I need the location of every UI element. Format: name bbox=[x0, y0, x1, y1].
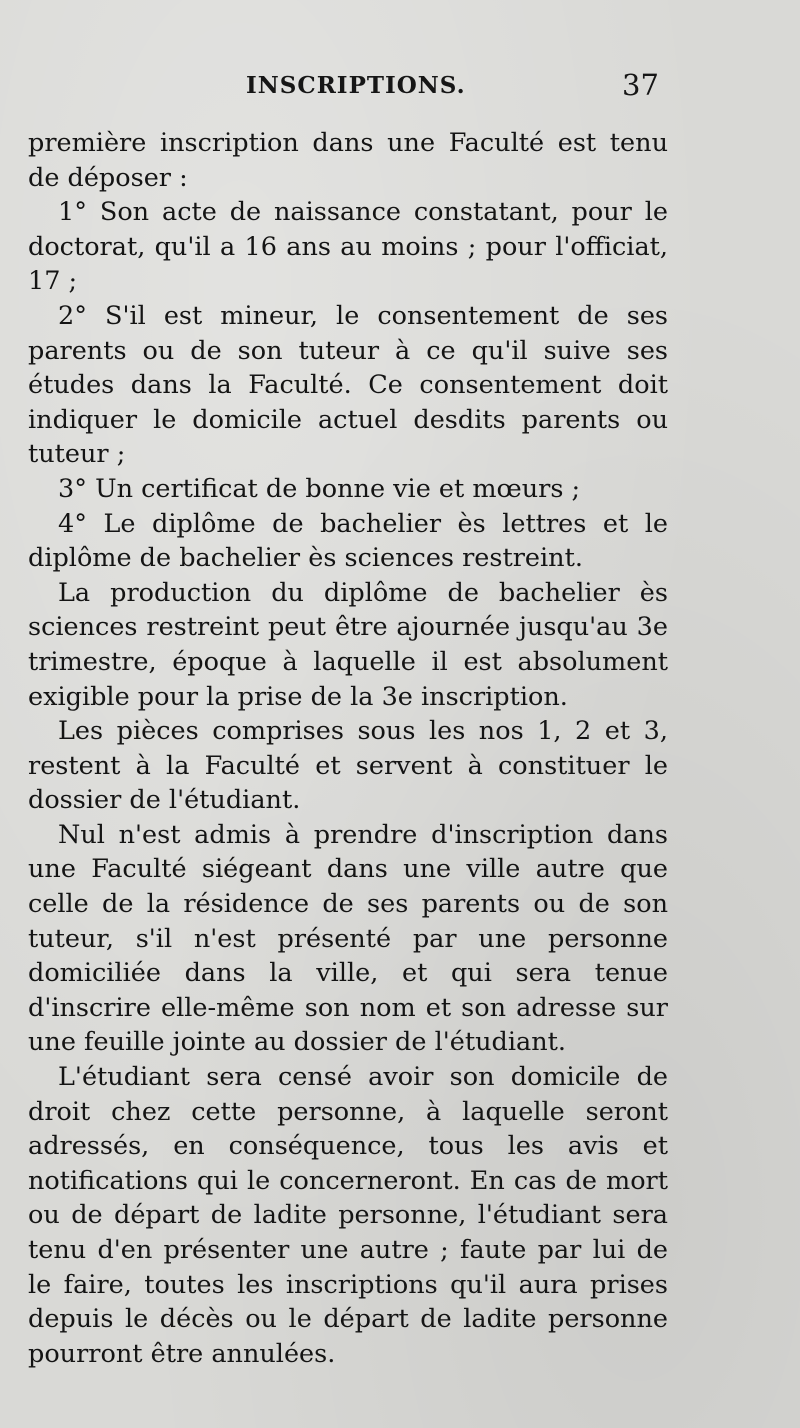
paragraph: 2° S'il est mineur, le consentement de ses parents ou de son tuteur à ce qu'il suive ses études dans la Faculté. Ce consentement doit indiquer le domicile actuel desdits parents ou tuteur ; bbox=[28, 300, 668, 470]
paragraph: Nul n'est admis à prendre d'inscription dans une Faculté siégeant dans une ville autre que celle de la résidence de ses parents ou de son tuteur, s'il n'est présenté par une personne domiciliée dans la ville, et qui sera tenue d'inscrire elle-même son nom et son adresse sur une feuille jointe au dossier de l'étudiant. bbox=[28, 819, 668, 1058]
running-head: INSCRIPTIONS. bbox=[246, 72, 466, 99]
paragraph: Les pièces comprises sous les nos 1, 2 et 3, restent à la Faculté et servent à constituer le dossier de l'étudiant. bbox=[28, 716, 668, 816]
paragraph: L'étudiant sera censé avoir son domicile de droit chez cette personne, à laquelle seront adressés, en conséquence, tous les avis et notifications qui le concerneront. En cas de mort ou de départ de ladite personne, l'étudiant sera tenu d'en présenter une autre ; faute par lui de le faire, toutes les inscriptions qu'il aura prises depuis le décès ou le départ de ladite personne pourront être annulées. bbox=[28, 1062, 668, 1369]
paragraph: 3° Un certificat de bonne vie et mœurs ; bbox=[58, 473, 581, 504]
paragraph: La production du diplôme de bachelier ès sciences restreint peut être ajournée jusqu'au 3e trimestre, époque à laquelle il est absolument exigible pour la prise de la 3e inscription. bbox=[28, 577, 668, 712]
paragraph: 4° Le diplôme de bachelier ès lettres et le diplôme de bachelier ès sciences restreint. bbox=[28, 508, 668, 574]
body-text bbox=[28, 126, 668, 1371]
paragraph: 1° Son acte de naissance constatant, pour le doctorat, qu'il a 16 ans au moins ; pour l'officiat, 17 ; bbox=[28, 197, 668, 297]
page-header bbox=[0, 60, 800, 110]
page-number: 37 bbox=[622, 68, 659, 102]
paragraph: première inscription dans une Faculté est tenu de déposer : bbox=[28, 128, 668, 193]
